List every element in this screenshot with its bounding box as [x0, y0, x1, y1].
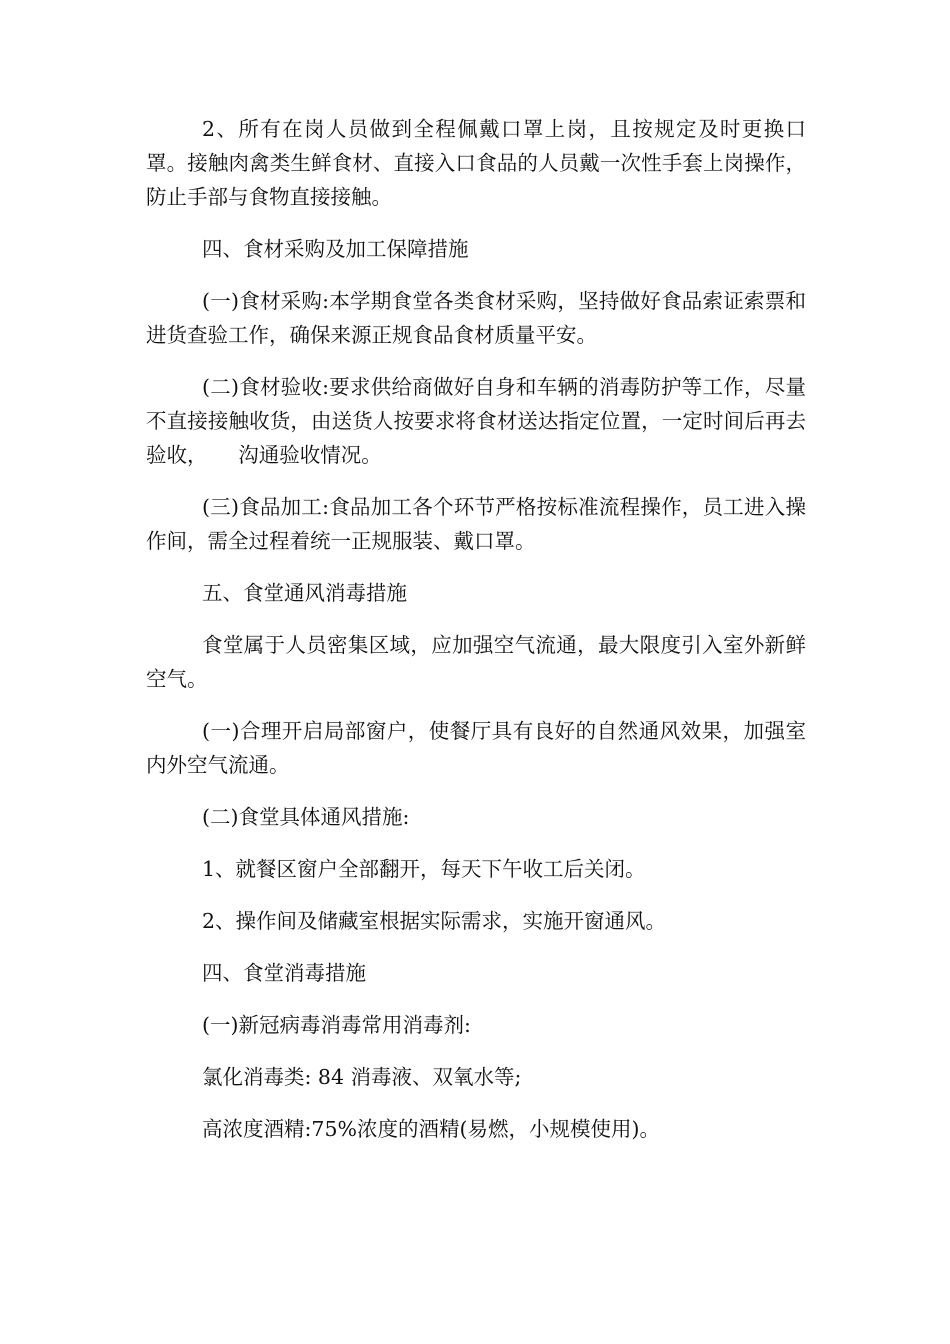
heading-disinfection-measures: 四、食堂消毒措施 — [202, 961, 366, 985]
heading-ventilation-measures: (二)食堂具体通风措施: — [202, 805, 410, 829]
paragraph-chlorine: 氯化消毒类: 84 消毒液、双氧水等; — [202, 1065, 522, 1089]
heading-ventilation-disinfection: 五、食堂通风消毒措施 — [202, 581, 407, 605]
heading-disinfectants: (一)新冠病毒消毒常用消毒剂: — [202, 1013, 471, 1037]
paragraph-acceptance: (二)食材验收:要求供给商做好自身和车辆的消毒防护等工作，尽量不直接接触收货，由送货人按要求将食材送达指定位置，一定时间后再去验收， 沟通验收情况。 — [146, 375, 806, 467]
paragraph-air-circulation: 食堂属于人员密集区域，应加强空气流通，最大限度引入室外新鲜空气。 — [146, 633, 806, 691]
paragraph-procurement: (一)食材采购:本学期食堂各类食材采购，坚持做好食品索证索票和进货查验工作，确保来源正规食品食材质量平安。 — [146, 289, 806, 347]
paragraph-mask-gloves: 2、所有在岗人员做到全程佩戴口罩上岗，且按规定及时更换口罩。接触肉禽类生鲜食材、直接入口食品的人员戴一次性手套上岗操作，防止手部与食物直接接触。 — [146, 117, 806, 209]
heading-procurement-measures: 四、食材采购及加工保障措施 — [202, 237, 469, 261]
paragraph-open-windows: (一)合理开启局部窗户，使餐厅具有良好的自然通风效果，加强室内外空气流通。 — [146, 719, 806, 777]
document-body — [146, 112, 806, 1146]
paragraph-processing: (三)食品加工:食品加工各个环节严格按标准流程操作，员工进入操作间，需全过程着统一正规服装、戴口罩。 — [146, 495, 806, 553]
paragraph-storage-ventilation: 2、操作间及储藏室根据实际需求，实施开窗通风。 — [202, 909, 667, 933]
paragraph-dining-windows: 1、就餐区窗户全部翻开，每天下午收工后关闭。 — [202, 857, 646, 881]
paragraph-alcohol: 高浓度酒精:75%浓度的酒精(易燃，小规模使用)。 — [202, 1117, 660, 1141]
